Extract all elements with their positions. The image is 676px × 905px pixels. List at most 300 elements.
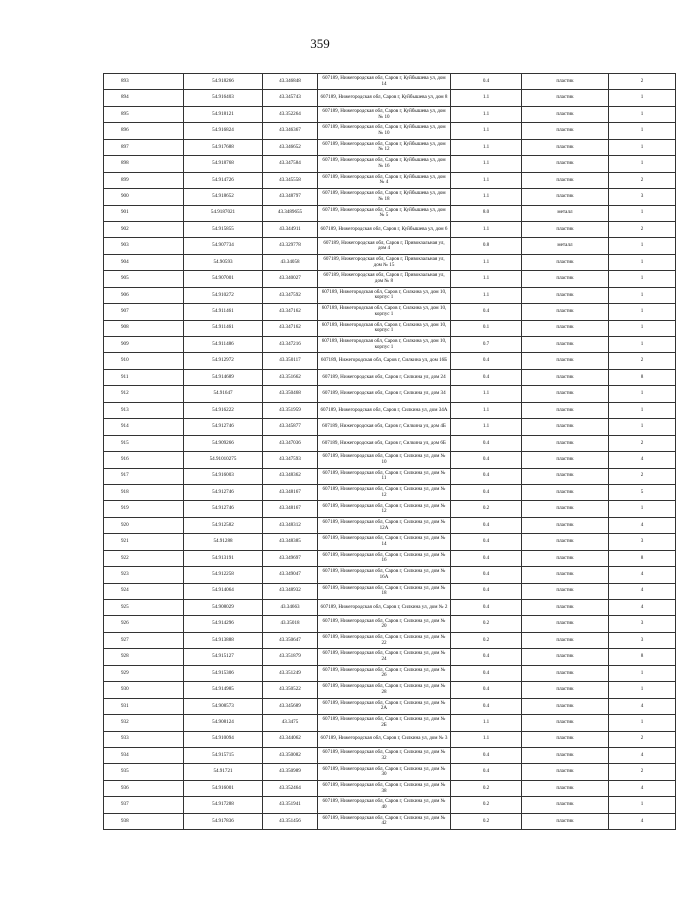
row-number: 898 xyxy=(104,156,184,172)
address-cell: 607189, Нижегородская обл, Саров г, Силкина ул, дом № 14 xyxy=(318,534,451,550)
volume-cell: 0.4 xyxy=(451,764,522,780)
table-row xyxy=(104,583,676,599)
volume-cell: 0.4 xyxy=(451,534,522,550)
table-row xyxy=(104,517,676,533)
count-cell: 1 xyxy=(609,90,676,106)
table-row xyxy=(104,287,676,303)
latitude-cell: 54.911461 xyxy=(184,320,263,336)
table-row xyxy=(104,304,676,320)
row-number: 931 xyxy=(104,698,184,714)
material-cell: пластик xyxy=(522,172,609,188)
longitude-cell: 43.3489655 xyxy=(263,205,318,221)
address-cell: 607189, Нижегородская обл, Саров г, Силкина ул, дом № 10 xyxy=(318,452,451,468)
row-number: 912 xyxy=(104,386,184,402)
longitude-cell: 43.347036 xyxy=(263,435,318,451)
volume-cell: 1.1 xyxy=(451,402,522,418)
table-row xyxy=(104,402,676,418)
volume-cell: 0.4 xyxy=(451,550,522,566)
table-row xyxy=(104,649,676,665)
longitude-cell: 43.346652 xyxy=(263,139,318,155)
address-cell: 607189, Нижегородская обл, Саров г, Куйбышева ул, дом 8 xyxy=(318,90,451,106)
volume-cell: 0.4 xyxy=(451,304,522,320)
latitude-cell: 54.910094 xyxy=(184,731,263,747)
address-cell: 607189, Нижегородская обл, Саров г, Куйбышева ул, дом № 10 xyxy=(318,123,451,139)
table-row xyxy=(104,419,676,435)
volume-cell: 0.4 xyxy=(451,74,522,90)
count-cell: 1 xyxy=(609,665,676,681)
table-row xyxy=(104,501,676,517)
count-cell: 4 xyxy=(609,452,676,468)
latitude-cell: 54.917836 xyxy=(184,813,263,829)
address-cell: 607189, Нижегородская обл, Саров г, Силкина ул, дом 6Б xyxy=(318,435,451,451)
volume-cell: 0.2 xyxy=(451,632,522,648)
latitude-cell: 54.914985 xyxy=(184,682,263,698)
longitude-cell: 43.347584 xyxy=(263,156,318,172)
row-number: 918 xyxy=(104,484,184,500)
count-cell: 8 xyxy=(609,649,676,665)
count-cell: 1 xyxy=(609,139,676,155)
longitude-cell: 43.3475 xyxy=(263,715,318,731)
material-cell: пластик xyxy=(522,715,609,731)
address-cell: 607189, Нижегородская обл, Саров г, Силкина ул, дом № 26 xyxy=(318,665,451,681)
table-row xyxy=(104,632,676,648)
volume-cell: 0.1 xyxy=(451,320,522,336)
address-cell: 607189, Нижегородская обл, Саров г, Силкина ул, дом № 12 xyxy=(318,501,451,517)
table-row xyxy=(104,665,676,681)
longitude-cell: 43.344062 xyxy=(263,731,318,747)
row-number: 927 xyxy=(104,632,184,648)
address-cell: 607189, Нижегородская обл, Саров г, Силкина ул, дом № 42 xyxy=(318,813,451,829)
longitude-cell: 43.348797 xyxy=(263,189,318,205)
material-cell: металл xyxy=(522,238,609,254)
material-cell: пластик xyxy=(522,123,609,139)
address-cell: 607189, Нижегородская обл, Саров г, Силкина ул, дом № 2 xyxy=(318,600,451,616)
longitude-cell: 43.349697 xyxy=(263,550,318,566)
table-row xyxy=(104,435,676,451)
row-number: 928 xyxy=(104,649,184,665)
table-row xyxy=(104,797,676,813)
address-cell: 607189, Нижегородская обл, Саров г, Привокзальная ул, дом № 8 xyxy=(318,271,451,287)
volume-cell: 0.4 xyxy=(451,468,522,484)
count-cell: 1 xyxy=(609,106,676,122)
volume-cell: 0.4 xyxy=(451,435,522,451)
material-cell: пластик xyxy=(522,484,609,500)
longitude-cell: 43.344911 xyxy=(263,221,318,237)
address-cell: 607189, Нижегородская обл, Саров г, Силкина ул, дом № 18 xyxy=(318,583,451,599)
address-cell: 607189, Нижегородская обл, Саров г, Силкина ул, дом № 2Б xyxy=(318,715,451,731)
address-cell: 607189, Нижегородская обл, Саров г, Силкина ул, дом № 11 xyxy=(318,468,451,484)
count-cell: 2 xyxy=(609,172,676,188)
address-cell: 607189, Нижегородская обл, Саров г, Силкина ул, дом 10, корпус 1 xyxy=(318,304,451,320)
material-cell: пластик xyxy=(522,419,609,435)
longitude-cell: 43.350117 xyxy=(263,353,318,369)
count-cell: 4 xyxy=(609,747,676,763)
material-cell: пластик xyxy=(522,369,609,385)
table-row xyxy=(104,172,676,188)
count-cell: 2 xyxy=(609,764,676,780)
latitude-cell: 54.918266 xyxy=(184,74,263,90)
address-cell: 607189, Нижегородская обл, Саров г, Силкина ул, дом № 3 xyxy=(318,731,451,747)
material-cell: пластик xyxy=(522,402,609,418)
longitude-cell: 43.351959 xyxy=(263,402,318,418)
material-cell: пластик xyxy=(522,583,609,599)
count-cell: 2 xyxy=(609,353,676,369)
address-cell: 607189, Нижегородская обл, Саров г, Силкина ул, дом № 40 xyxy=(318,797,451,813)
longitude-cell: 43.350989 xyxy=(263,764,318,780)
table-row xyxy=(104,254,676,270)
longitude-cell: 43.346367 xyxy=(263,123,318,139)
longitude-cell: 43.345743 xyxy=(263,90,318,106)
table-row xyxy=(104,156,676,172)
row-number: 933 xyxy=(104,731,184,747)
volume-cell: 1.1 xyxy=(451,254,522,270)
row-number: 938 xyxy=(104,813,184,829)
address-cell: 607189, Нижегородская обл, Саров г, Силкина ул, дом 10, корпус 1 xyxy=(318,320,451,336)
count-cell: 1 xyxy=(609,205,676,221)
latitude-cell: 54.911461 xyxy=(184,304,263,320)
address-cell: 607189, Нижегородская обл, Саров г, Силкина ул, дом 10, корпус 1 xyxy=(318,287,451,303)
volume-cell: 0.4 xyxy=(451,682,522,698)
count-cell: 1 xyxy=(609,402,676,418)
count-cell: 3 xyxy=(609,534,676,550)
material-cell: пластик xyxy=(522,780,609,796)
count-cell: 4 xyxy=(609,813,676,829)
longitude-cell: 43.350522 xyxy=(263,682,318,698)
material-cell: пластик xyxy=(522,254,609,270)
latitude-cell: 54.908029 xyxy=(184,600,263,616)
address-cell: 607189, Нижегородская обл, Саров г, Привокзальная ул, дом № 15 xyxy=(318,254,451,270)
row-number: 937 xyxy=(104,797,184,813)
longitude-cell: 43.351662 xyxy=(263,369,318,385)
latitude-cell: 54.915715 xyxy=(184,747,263,763)
address-cell: 607189, Нижегородская обл, Саров г, Куйбышева ул, дом № 18 xyxy=(318,189,451,205)
latitude-cell: 54.916001 xyxy=(184,780,263,796)
volume-cell: 0.4 xyxy=(451,600,522,616)
volume-cell: 0.4 xyxy=(451,452,522,468)
row-number: 899 xyxy=(104,172,184,188)
volume-cell: 0.4 xyxy=(451,484,522,500)
count-cell: 8 xyxy=(609,550,676,566)
volume-cell: 1.1 xyxy=(451,123,522,139)
material-cell: пластик xyxy=(522,304,609,320)
address-cell: 607189, Нижегородская обл, Саров г, Куйбышева ул, дом № 4 xyxy=(318,172,451,188)
table-row xyxy=(104,353,676,369)
row-number: 932 xyxy=(104,715,184,731)
table-row xyxy=(104,452,676,468)
count-cell: 1 xyxy=(609,797,676,813)
row-number: 903 xyxy=(104,238,184,254)
material-cell: пластик xyxy=(522,682,609,698)
count-cell: 5 xyxy=(609,484,676,500)
longitude-cell: 43.352464 xyxy=(263,780,318,796)
count-cell: 2 xyxy=(609,221,676,237)
table-row xyxy=(104,600,676,616)
row-number: 906 xyxy=(104,287,184,303)
count-cell: 2 xyxy=(609,468,676,484)
row-number: 917 xyxy=(104,468,184,484)
material-cell: пластик xyxy=(522,534,609,550)
row-number: 916 xyxy=(104,452,184,468)
address-cell: 607189, Нижегородская обл, Саров г, Силкина ул, дом 10, корпус 1 xyxy=(318,337,451,353)
count-cell: 2 xyxy=(609,74,676,90)
row-number: 900 xyxy=(104,189,184,205)
latitude-cell: 54.918652 xyxy=(184,189,263,205)
volume-cell: 1.1 xyxy=(451,731,522,747)
row-number: 902 xyxy=(104,221,184,237)
volume-cell: 0.4 xyxy=(451,649,522,665)
row-number: 926 xyxy=(104,616,184,632)
volume-cell: 0.4 xyxy=(451,517,522,533)
address-cell: 607189, Нижегородская обл, Саров г, Силкина ул, дом № 12 xyxy=(318,484,451,500)
volume-cell: 0.2 xyxy=(451,616,522,632)
longitude-cell: 43.347592 xyxy=(263,287,318,303)
latitude-cell: 54.918768 xyxy=(184,156,263,172)
latitude-cell: 54.913191 xyxy=(184,550,263,566)
table-row xyxy=(104,813,676,829)
volume-cell: 1.1 xyxy=(451,287,522,303)
address-cell: 607189, Нижегородская обл, Саров г, Силкина ул, дом № 30 xyxy=(318,764,451,780)
volume-cell: 1.1 xyxy=(451,90,522,106)
volume-cell: 0.4 xyxy=(451,747,522,763)
table-row xyxy=(104,616,676,632)
count-cell: 4 xyxy=(609,517,676,533)
longitude-cell: 43.348167 xyxy=(263,501,318,517)
table-row xyxy=(104,534,676,550)
volume-cell: 0.4 xyxy=(451,583,522,599)
latitude-cell: 54.918121 xyxy=(184,106,263,122)
longitude-cell: 43.340027 xyxy=(263,271,318,287)
address-cell: 607189, Нижегородская обл, Саров г, Силкина ул, дом 34 xyxy=(318,386,451,402)
volume-cell: 1.1 xyxy=(451,172,522,188)
count-cell: 3 xyxy=(609,632,676,648)
address-cell: 607189, Нижегородская обл, Саров г, Куйбышева ул, дом № 16 xyxy=(318,156,451,172)
count-cell: 1 xyxy=(609,320,676,336)
address-cell: 607189, Нижегородская обл, Саров г, Силкина ул, дом № 28 xyxy=(318,682,451,698)
address-cell: 607189, Нижегородская обл, Саров г, Куйбышева ул, дом № 10 xyxy=(318,106,451,122)
volume-cell: 1.1 xyxy=(451,189,522,205)
row-number: 901 xyxy=(104,205,184,221)
row-number: 929 xyxy=(104,665,184,681)
volume-cell: 1.1 xyxy=(451,221,522,237)
material-cell: пластик xyxy=(522,600,609,616)
row-number: 911 xyxy=(104,369,184,385)
longitude-cell: 43.351456 xyxy=(263,813,318,829)
volume-cell: 1.1 xyxy=(451,156,522,172)
count-cell: 3 xyxy=(609,616,676,632)
material-cell: пластик xyxy=(522,139,609,155)
material-cell: металл xyxy=(522,205,609,221)
latitude-cell: 54.914064 xyxy=(184,583,263,599)
row-number: 921 xyxy=(104,534,184,550)
count-cell: 1 xyxy=(609,386,676,402)
longitude-cell: 43.352264 xyxy=(263,106,318,122)
material-cell: пластик xyxy=(522,632,609,648)
volume-cell: 0.2 xyxy=(451,797,522,813)
row-number: 909 xyxy=(104,337,184,353)
volume-cell: 1.1 xyxy=(451,386,522,402)
address-cell: 607189, Нижегородская обл, Саров г, Силкина ул, дом № 24 xyxy=(318,649,451,665)
longitude-cell: 43.347593 xyxy=(263,452,318,468)
row-number: 934 xyxy=(104,747,184,763)
material-cell: пластик xyxy=(522,189,609,205)
latitude-cell: 54.916403 xyxy=(184,90,263,106)
table-row xyxy=(104,550,676,566)
latitude-cell: 54.90593 xyxy=(184,254,263,270)
address-cell: 607189, Нижегородская обл, Саров г, Силкина ул, дом 16Б xyxy=(318,353,451,369)
volume-cell: 0.4 xyxy=(451,665,522,681)
page-number: 359 xyxy=(310,36,330,51)
row-number: 919 xyxy=(104,501,184,517)
address-cell: 607189, Нижегородская обл, Саров г, Куйбышева ул, дом 14 xyxy=(318,74,451,90)
count-cell: 4 xyxy=(609,567,676,583)
material-cell: пластик xyxy=(522,616,609,632)
address-cell: 607189, Нижегородская обл, Саров г, Куйбышева ул, дом № 12 xyxy=(318,139,451,155)
table-row xyxy=(104,386,676,402)
row-number: 893 xyxy=(104,74,184,90)
material-cell: пластик xyxy=(522,452,609,468)
count-cell: 1 xyxy=(609,238,676,254)
table-row xyxy=(104,468,676,484)
volume-cell: 0.4 xyxy=(451,698,522,714)
material-cell: пластик xyxy=(522,797,609,813)
address-cell: 607189, Нижегородская обл, Саров г, Куйбышева ул, дом 6 xyxy=(318,221,451,237)
latitude-cell: 54.91721 xyxy=(184,764,263,780)
material-cell: пластик xyxy=(522,90,609,106)
volume-cell: 0.2 xyxy=(451,813,522,829)
address-cell: 607189, Нижегородская обл, Саров г, Силкина ул, дом № 12А xyxy=(318,517,451,533)
longitude-cell: 43.346848 xyxy=(263,74,318,90)
latitude-cell: 54.914689 xyxy=(184,369,263,385)
material-cell: пластик xyxy=(522,813,609,829)
latitude-cell: 54.91288 xyxy=(184,534,263,550)
latitude-cell: 54.913888 xyxy=(184,632,263,648)
row-number: 905 xyxy=(104,271,184,287)
material-cell: пластик xyxy=(522,698,609,714)
longitude-cell: 43.351249 xyxy=(263,665,318,681)
latitude-cell: 54.912972 xyxy=(184,353,263,369)
longitude-cell: 43.348167 xyxy=(263,484,318,500)
latitude-cell: 54.916003 xyxy=(184,468,263,484)
material-cell: пластик xyxy=(522,764,609,780)
count-cell: 4 xyxy=(609,780,676,796)
row-number: 923 xyxy=(104,567,184,583)
latitude-cell: 54.908573 xyxy=(184,698,263,714)
longitude-cell: 43.350468 xyxy=(263,386,318,402)
latitude-cell: 54.914726 xyxy=(184,172,263,188)
longitude-cell: 43.345558 xyxy=(263,172,318,188)
table-row xyxy=(104,337,676,353)
row-number: 910 xyxy=(104,353,184,369)
longitude-cell: 43.345689 xyxy=(263,698,318,714)
table-row xyxy=(104,567,676,583)
table-row xyxy=(104,238,676,254)
count-cell: 1 xyxy=(609,271,676,287)
material-cell: пластик xyxy=(522,731,609,747)
longitude-cell: 43.350082 xyxy=(263,747,318,763)
count-cell: 1 xyxy=(609,123,676,139)
latitude-cell: 54.915306 xyxy=(184,665,263,681)
count-cell: 1 xyxy=(609,501,676,517)
longitude-cell: 43.347162 xyxy=(263,304,318,320)
table-row xyxy=(104,764,676,780)
material-cell: пластик xyxy=(522,435,609,451)
latitude-cell: 54.911486 xyxy=(184,337,263,353)
count-cell: 1 xyxy=(609,304,676,320)
material-cell: пластик xyxy=(522,287,609,303)
volume-cell: 0.7 xyxy=(451,337,522,353)
longitude-cell: 43.348385 xyxy=(263,534,318,550)
longitude-cell: 43.348362 xyxy=(263,468,318,484)
longitude-cell: 43.349047 xyxy=(263,567,318,583)
volume-cell: 1.1 xyxy=(451,139,522,155)
material-cell: пластик xyxy=(522,353,609,369)
count-cell: 4 xyxy=(609,583,676,599)
count-cell: 1 xyxy=(609,682,676,698)
longitude-cell: 43.329778 xyxy=(263,238,318,254)
address-cell: 607189, Нижегородская обл, Саров г, Силкина ул, дом № 16А xyxy=(318,567,451,583)
material-cell: пластик xyxy=(522,567,609,583)
row-number: 907 xyxy=(104,304,184,320)
material-cell: пластик xyxy=(522,221,609,237)
table-row xyxy=(104,221,676,237)
table-row xyxy=(104,698,676,714)
longitude-cell: 43.348932 xyxy=(263,583,318,599)
address-cell: 607189, Нижегородская обл, Саров г, Куйбышева ул, дом № 5 xyxy=(318,205,451,221)
count-cell: 3 xyxy=(609,189,676,205)
table-row xyxy=(104,747,676,763)
latitude-cell: 54.912746 xyxy=(184,501,263,517)
address-cell: 607189, Нижегородская обл, Саров г, Силкина ул, дом 4Б xyxy=(318,419,451,435)
latitude-cell: 54.916222 xyxy=(184,402,263,418)
volume-cell: 0.4 xyxy=(451,369,522,385)
material-cell: пластик xyxy=(522,156,609,172)
material-cell: пластик xyxy=(522,649,609,665)
latitude-cell: 54.915127 xyxy=(184,649,263,665)
longitude-cell: 43.34663 xyxy=(263,600,318,616)
count-cell: 8 xyxy=(609,369,676,385)
latitude-cell: 54.91647 xyxy=(184,386,263,402)
row-number: 922 xyxy=(104,550,184,566)
latitude-cell: 54.916824 xyxy=(184,123,263,139)
latitude-cell: 54.917688 xyxy=(184,139,263,155)
container-sites-table xyxy=(103,73,676,830)
volume-cell: 1.1 xyxy=(451,715,522,731)
row-number: 895 xyxy=(104,106,184,122)
latitude-cell: 54.9187021 xyxy=(184,205,263,221)
table-row xyxy=(104,780,676,796)
latitude-cell: 54.912582 xyxy=(184,517,263,533)
table-row xyxy=(104,123,676,139)
longitude-cell: 43.34058 xyxy=(263,254,318,270)
table-row xyxy=(104,106,676,122)
count-cell: 1 xyxy=(609,287,676,303)
table-row xyxy=(104,682,676,698)
longitude-cell: 43.348312 xyxy=(263,517,318,533)
count-cell: 4 xyxy=(609,698,676,714)
material-cell: пластик xyxy=(522,550,609,566)
volume-cell: 1.1 xyxy=(451,271,522,287)
address-cell: 607189, Нижегородская обл, Саров г, Силкина ул, дом № 16 xyxy=(318,550,451,566)
table-row xyxy=(104,139,676,155)
count-cell: 2 xyxy=(609,435,676,451)
longitude-cell: 43.351941 xyxy=(263,797,318,813)
table-row xyxy=(104,484,676,500)
count-cell: 1 xyxy=(609,337,676,353)
latitude-cell: 54.912746 xyxy=(184,484,263,500)
table-row xyxy=(104,715,676,731)
address-cell: 607189, Нижегородская обл, Саров г, Силкина ул, дом 24 xyxy=(318,369,451,385)
count-cell: 4 xyxy=(609,600,676,616)
